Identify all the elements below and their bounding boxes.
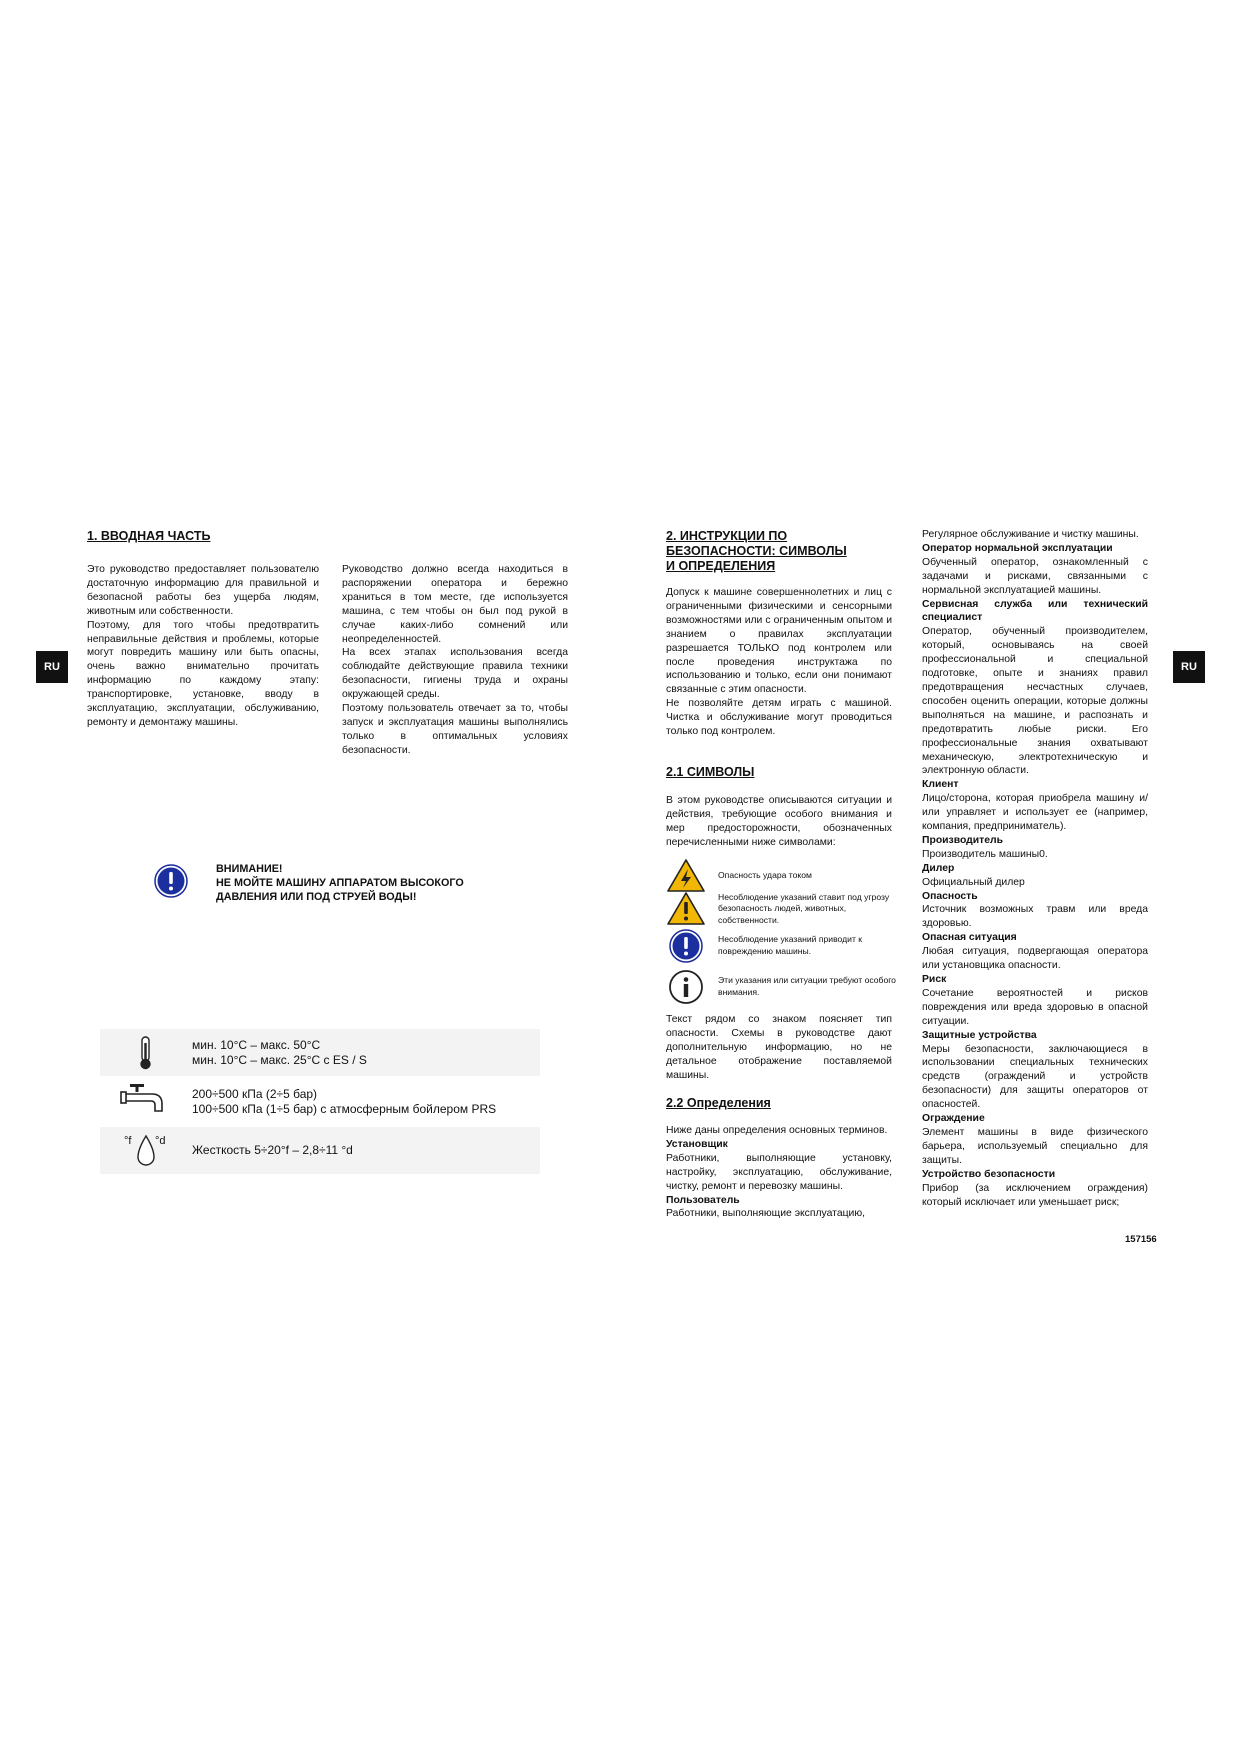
symbol-row-info — [666, 969, 906, 1005]
term-user: Пользователь — [666, 1194, 740, 1206]
spec-pressure-line-1: 200÷500 кПа (2÷5 бар) — [192, 1086, 318, 1101]
spec-row-pressure — [100, 1078, 540, 1125]
definition-protective-devices: Меры безопасности, заключающиеся в использовании специальных технических средств (ограждений и устройств безопасности) для защиты операторов от опасностей. — [922, 1043, 1148, 1111]
term-client: Клиент — [922, 779, 959, 791]
definition-user: Работники, выполняющие эксплуатацию, — [666, 1208, 866, 1220]
term-installer: Установщик — [666, 1138, 728, 1150]
exclamation-icon — [154, 864, 188, 898]
hardness-unit-d: °d — [155, 1135, 166, 1147]
thermometer-icon — [100, 1029, 192, 1076]
symbol-row-electric — [666, 858, 906, 894]
definition-manufacturer: Производитель машины0. — [922, 848, 1048, 860]
term-operator: Оператор нормальной эксплуатации — [922, 542, 1113, 554]
definition-service: Оператор, обученный производителем, который, основываясь на своей профессиональной и специальной подготовке, опыте и знаниях правил предотвращения несчастных случаев, способен оценить операции, которые должны выполняться на машине, и распознать и предотвратить любые риски. Его профессиональные знания охватывают механическую, электротехническую и электронную области. — [922, 626, 1148, 777]
term-dangerous-situation: Опасная ситуация — [922, 932, 1017, 944]
symbols-outro: Текст рядом со знаком поясняет тип опасности. Схемы в руководстве дают дополнительную информацию, но не детальное отображение поставляемой машины. — [666, 1014, 892, 1081]
subheading-symbols: 2.1 СИМВОЛЫ — [666, 765, 755, 779]
term-service: Сервисная служба или технический специалист — [922, 598, 1148, 624]
heading-line-1: 2. ИНСТРУКЦИИ ПО — [666, 529, 788, 543]
safety-intro: Допуск к машине совершеннолетних и лиц с ограниченными физическими и сенсорными возможностями или с ограниченным опытом и знанием о правилах эксплуатации разрешается ТОЛЬКО под контролем или после проведения инструктажа по использованию и только, если они понимают связанные с этим опасности. Не позволяйте детям играть с машиной. Чистка и обслуживание могут проводиться только под контролем. — [666, 587, 892, 738]
definition-user-continued: Регулярное обслуживание и чистку машины. — [922, 529, 1139, 540]
term-safety-device: Устройство безопасности — [922, 1168, 1056, 1180]
definition-client: Лицо/сторона, которая приобрела машину и/или управляет и использует ее (например, компания, предприниматель). — [922, 793, 1148, 833]
spec-row-hardness — [100, 1127, 540, 1174]
term-manufacturer: Производитель — [922, 834, 1004, 846]
spec-pressure-line-2: 100÷500 кПа (1÷5 бар) с атмосферным бойлером PRS — [192, 1101, 497, 1116]
heading-line-3: И ОПРЕДЕЛЕНИЯ — [666, 559, 776, 573]
water-tap-icon — [100, 1078, 192, 1125]
language-tab-left — [36, 651, 68, 683]
definition-installer: Работники, выполняющие установку, настройку, эксплуатацию, обслуживание, чистку, ремонт и перевозку машины. — [666, 1152, 892, 1192]
definition-guard: Элемент машины в виде физического барьера, используемый специально для защиты. — [922, 1126, 1148, 1166]
definition-risk: Сочетание вероятностей и рисков повреждения или вреда здоровью в опасной ситуации. — [922, 987, 1148, 1027]
definition-hazard: Источник возможных травм или вреда здоровью. — [922, 904, 1148, 930]
document-number: 157156 — [1125, 1234, 1157, 1245]
language-tab-label: RU — [44, 661, 60, 673]
symbol-text-info: Эти указания или ситуации требуют особого внимания. — [718, 975, 896, 997]
definition-operator: Обученный оператор, ознакомленный с задачами и рисками, связанными с нормальной эксплуатацией машины. — [922, 556, 1148, 596]
term-protective-devices: Защитные устройства — [922, 1029, 1037, 1041]
symbol-text-machine-damage: Несоблюдение указаний приводит к повреждению машины. — [718, 934, 863, 956]
definitions-intro: Ниже даны определения основных терминов. — [666, 1125, 888, 1136]
section-heading-intro: 1. ВВОДНАЯ ЧАСТЬ — [87, 529, 211, 543]
intro-column-1: Это руководство предоставляет пользователю достаточную информацию для правильной и безопасной работы без ущерба людям, животным или собственности. Поэтому, для того чтобы предотвратить неправильные действия и проблемы, которые могут повредить машину или быть опасны, очень важно внимательно прочитать информацию по каждому этапу: транспортировке, установке, вводу в эксплуатацию, эксплуатации, обслуживанию, ремонту и демонтажу машины. — [87, 564, 319, 728]
definitions-column-2 — [922, 528, 1148, 1209]
warning-title: ВНИМАНИЕ! — [216, 863, 283, 875]
spec-temp-line-1: мин. 10°C – макс. 50°C — [192, 1037, 321, 1052]
water-drop-icon — [100, 1127, 192, 1174]
symbol-row-machine-damage — [666, 928, 906, 964]
subheading-definitions: 2.2 Определения — [666, 1096, 771, 1110]
definition-safety-device: Прибор (за исключением ограждения) который исключает или уменьшает риск; — [922, 1182, 1148, 1208]
spec-row-temperature — [100, 1029, 540, 1076]
exclamation-icon — [666, 928, 706, 964]
spec-hardness-line-1: Жесткость 5÷20°f – 2,8÷11 °d — [192, 1143, 353, 1157]
warning-line-2: ДАВЛЕНИЯ ИЛИ ПОД СТРУЕЙ ВОДЫ! — [216, 891, 417, 903]
warning-message — [216, 862, 516, 904]
symbol-text-warning: Несоблюдение указаний ставит под угрозу безопасность людей, животных, собственности. — [718, 891, 890, 925]
heading-line-2: БЕЗОПАСНОСТИ: СИМВОЛЫ — [666, 544, 847, 558]
section-heading-safety — [666, 529, 906, 574]
warning-line-1: НЕ МОЙТЕ МАШИНУ АППАРАТОМ ВЫСОКОГО — [216, 877, 464, 889]
definitions-column-1 — [666, 1124, 892, 1221]
symbols-intro: В этом руководстве описываются ситуации и действия, требующие особого внимания и мер предосторожности, обозначенных перечисленными ниже символами: — [666, 795, 892, 848]
electric-hazard-icon — [666, 858, 706, 894]
term-dealer: Дилер — [922, 862, 955, 874]
symbol-text-electric: Опасность удара током — [718, 870, 812, 881]
term-risk: Риск — [922, 974, 947, 985]
definition-dangerous-situation: Любая ситуация, подвергающая оператора или установщика опасности. — [922, 946, 1148, 972]
hardness-unit-f: °f — [124, 1135, 132, 1147]
language-tab-label: RU — [1181, 661, 1197, 673]
intro-column-2: Руководство должно всегда находиться в распоряжении оператора и бережно храниться в том месте, где используется машина, с тем чтобы он был под рукой в случае каких-либо сомнений или неопределенностей. На всех этапах использования всегда соблюдайте действующие правила техники безопасности, гигиены труда и охраны окружающей среды. Поэтому пользователь отвечает за то, чтобы запуск и эксплуатация машины выполнялись только в оптимальных условиях безопасности. — [342, 564, 568, 756]
term-hazard: Опасность — [922, 890, 978, 902]
definition-dealer: Официальный дилер — [922, 876, 1025, 888]
symbol-row-warning — [666, 891, 906, 927]
language-tab-right — [1173, 651, 1205, 683]
spec-temp-line-2: мин. 10°C – макс. 25°C с ES / S — [192, 1052, 367, 1067]
term-guard: Ограждение — [922, 1113, 985, 1125]
info-icon — [666, 969, 706, 1005]
warning-triangle-icon — [666, 891, 706, 927]
